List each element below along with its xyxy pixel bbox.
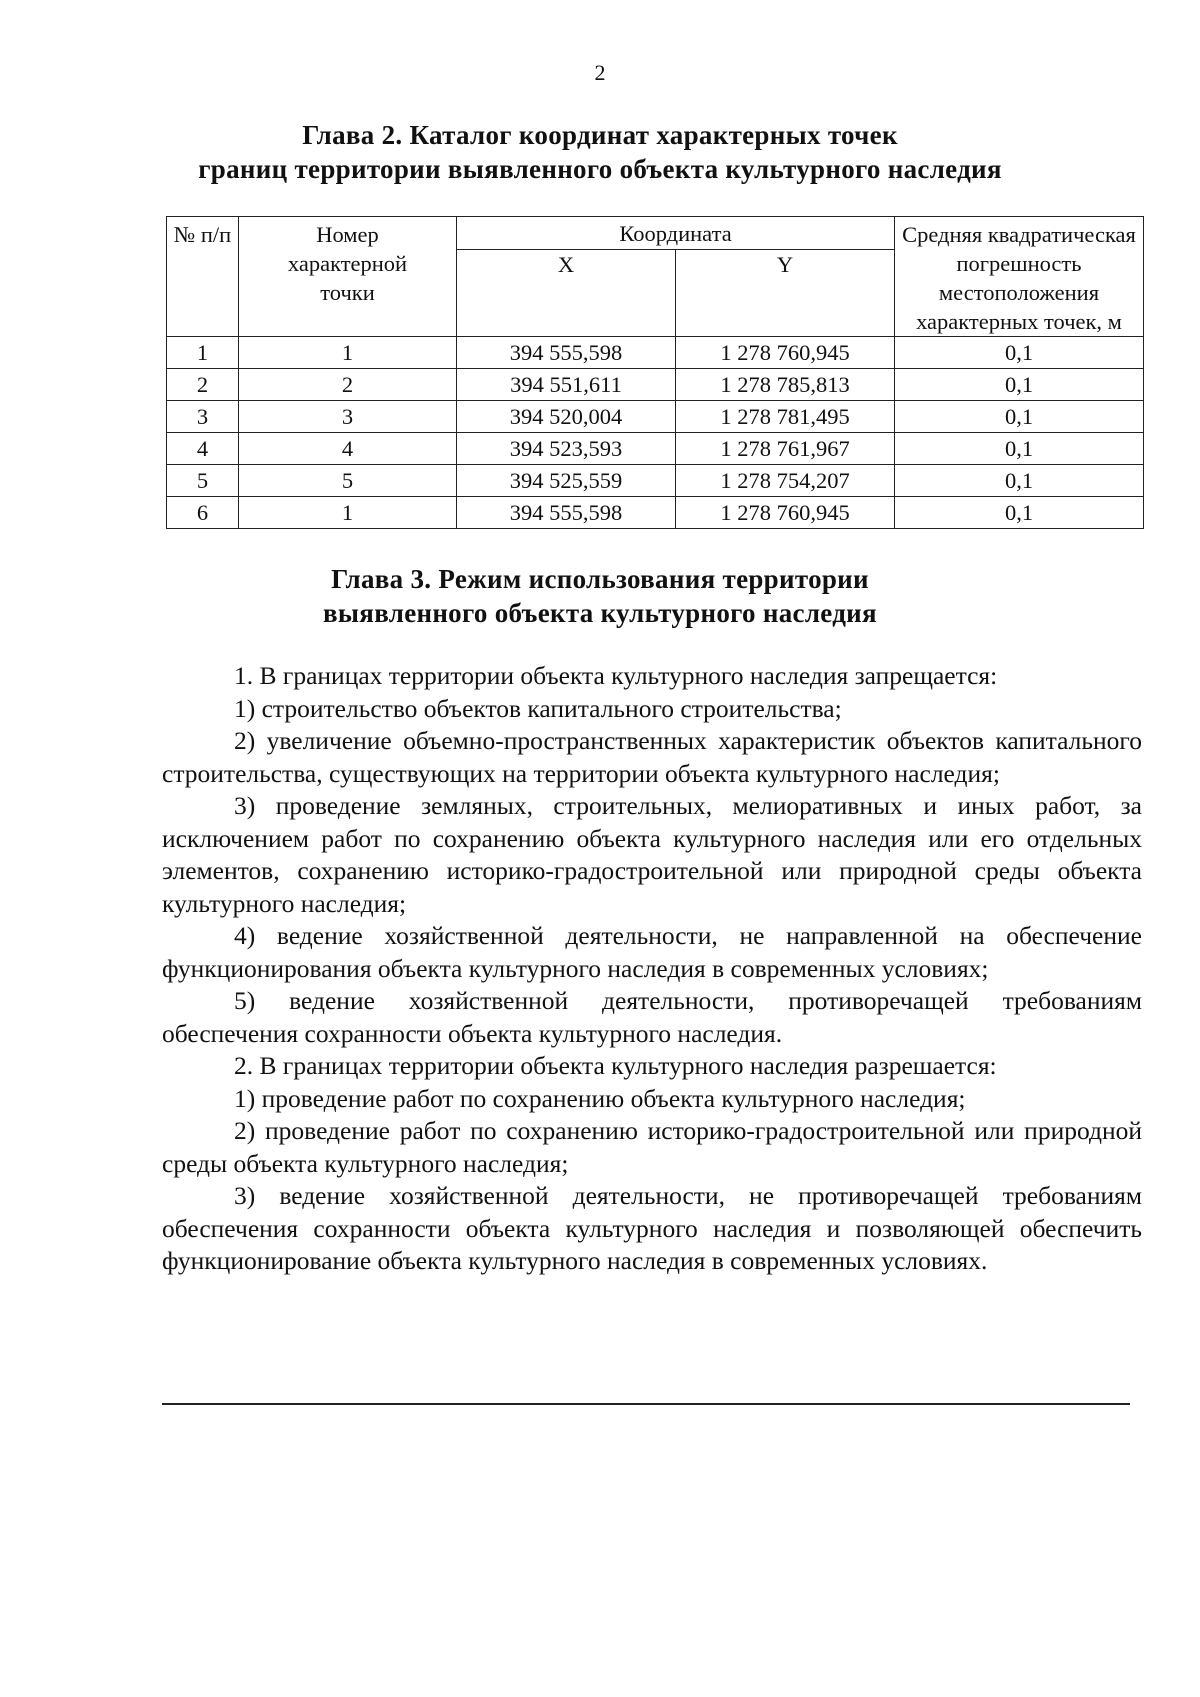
cell-error: 0,1 <box>895 401 1144 433</box>
cell-point: 1 <box>239 337 457 369</box>
cell-point: 5 <box>239 465 457 497</box>
paragraph: 5) ведение хозяйственной деятельности, противоречащей требованиям обеспечения сохранности объекта культурного наследия. <box>162 986 1142 1048</box>
cell-x: 394 551,611 <box>457 369 676 401</box>
cell-point: 1 <box>239 497 457 529</box>
cell-num: 4 <box>167 433 239 465</box>
paragraph: 2) увеличение объемно-пространственных характеристик объектов капитального строительства, существующих на территории объекта культурного наследия; <box>162 726 1142 788</box>
header-coordinate: Координата <box>457 217 895 250</box>
cell-y: 1 278 781,495 <box>676 401 895 433</box>
cell-y: 1 278 761,967 <box>676 433 895 465</box>
chapter3-title-line1: Глава 3. Режим использования территории <box>331 564 869 594</box>
coordinates-table <box>166 216 1144 529</box>
cell-y: 1 278 785,813 <box>676 369 895 401</box>
chapter2-title-line2: границ территории выявленного объекта культурного наследия <box>198 154 1002 184</box>
table-row <box>167 497 1144 529</box>
chapter2-heading <box>0 118 1200 186</box>
paragraph: 3) ведение хозяйственной деятельности, не противоречащей требованиям обеспечения сохранности объекта культурного наследия и позволяющей обеспечить функционирование объекта культурного наследия в современных условиях. <box>162 1181 1142 1275</box>
chapter3-heading <box>0 562 1200 630</box>
cell-point: 4 <box>239 433 457 465</box>
cell-y: 1 278 760,945 <box>676 337 895 369</box>
cell-x: 394 523,593 <box>457 433 676 465</box>
cell-num: 6 <box>167 497 239 529</box>
paragraph: 4) ведение хозяйственной деятельности, не направленной на обеспечение функционирования объекта культурного наследия в современных условиях; <box>162 921 1142 983</box>
cell-point: 3 <box>239 401 457 433</box>
chapter2-title-line1: Глава 2. Каталог координат характерных точек <box>302 120 898 150</box>
cell-error: 0,1 <box>895 369 1144 401</box>
header-point-number: Номер характерной точки <box>239 217 457 337</box>
cell-x: 394 525,559 <box>457 465 676 497</box>
page-number: 2 <box>594 60 606 85</box>
header-num: № п/п <box>167 217 239 337</box>
cell-y: 1 278 760,945 <box>676 497 895 529</box>
cell-num: 2 <box>167 369 239 401</box>
paragraph: 2. В границах территории объекта культурного наследия разрешается: <box>234 1051 997 1080</box>
table-row <box>167 401 1144 433</box>
table-row <box>167 369 1144 401</box>
header-y: Y <box>676 250 895 337</box>
table-row <box>167 337 1144 369</box>
header-x: X <box>457 250 676 337</box>
cell-x: 394 555,598 <box>457 497 676 529</box>
cell-point: 2 <box>239 369 457 401</box>
table-row <box>167 433 1144 465</box>
header-error: Средняя квадратическая погрешность местоположения характерных точек, м <box>895 217 1144 337</box>
paragraph: 2) проведение работ по сохранению историко-градостроительной или природной среды объекта культурного наследия; <box>162 1116 1142 1178</box>
cell-error: 0,1 <box>895 465 1144 497</box>
cell-x: 394 520,004 <box>457 401 676 433</box>
chapter3-title-line2: выявленного объекта культурного наследия <box>323 598 877 628</box>
closing-rule <box>162 1403 1130 1405</box>
chapter3-body <box>162 660 1142 1278</box>
cell-error: 0,1 <box>895 337 1144 369</box>
paragraph: 1. В границах территории объекта культурного наследия запрещается: <box>234 661 998 690</box>
table-row <box>167 465 1144 497</box>
cell-num: 3 <box>167 401 239 433</box>
paragraph: 3) проведение земляных, строительных, мелиоративных и иных работ, за исключением работ по сохранению объекта культурного наследия или его отдельных элементов, сохранению историко-градостроительной или природной среды объекта культурного наследия; <box>162 791 1142 918</box>
cell-num: 1 <box>167 337 239 369</box>
cell-y: 1 278 754,207 <box>676 465 895 497</box>
cell-num: 5 <box>167 465 239 497</box>
cell-error: 0,1 <box>895 497 1144 529</box>
cell-x: 394 555,598 <box>457 337 676 369</box>
paragraph: 1) строительство объектов капитального строительства; <box>234 693 842 723</box>
paragraph: 1) проведение работ по сохранению объекта культурного наследия; <box>234 1083 966 1113</box>
cell-error: 0,1 <box>895 433 1144 465</box>
